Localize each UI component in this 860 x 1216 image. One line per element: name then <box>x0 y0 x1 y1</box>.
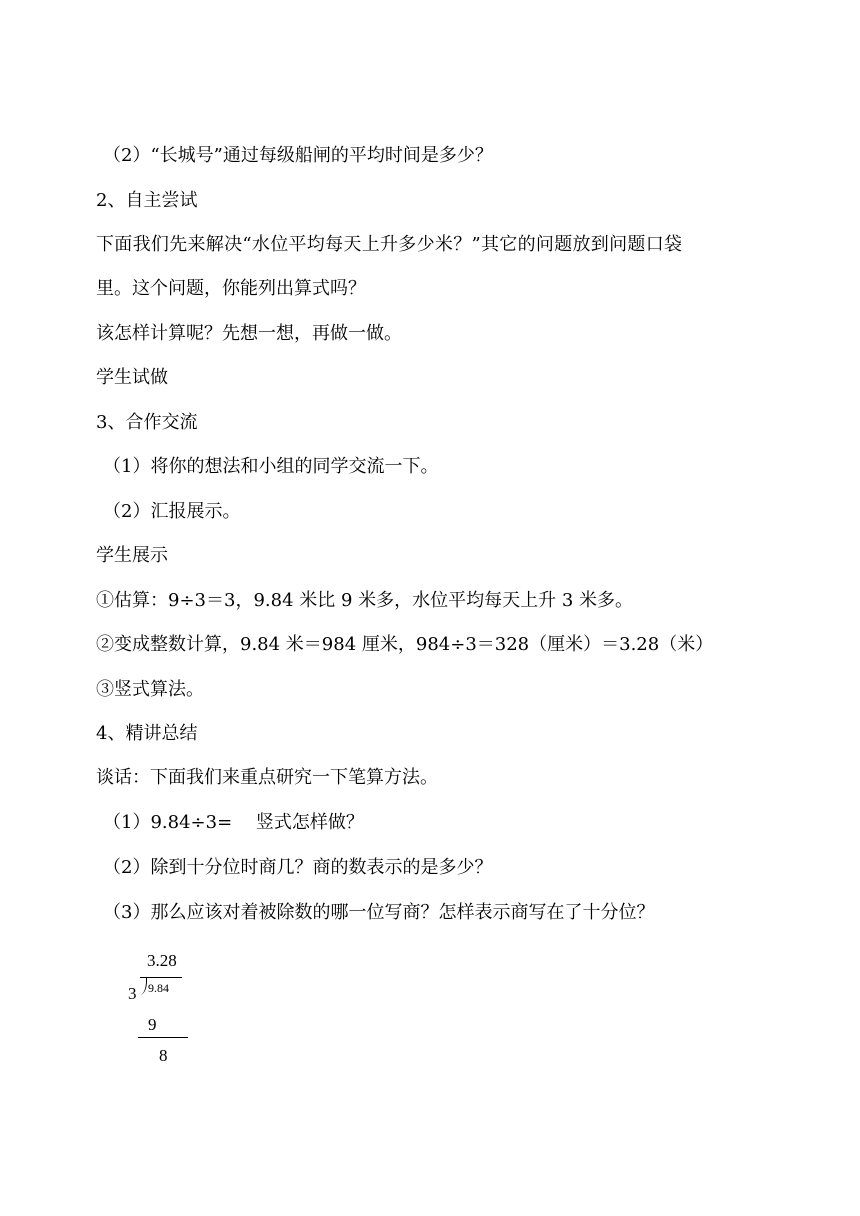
division-remainder: 8 <box>159 1046 168 1065</box>
division-divisor: 3 <box>128 984 137 1003</box>
method-integer: ②变成整数计算，9.84 米＝984 厘米，984÷3＝328（厘米）＝3.28（米） <box>96 634 714 655</box>
list-item: （1）9.84÷3= 竖式怎样做？ <box>103 812 364 833</box>
method-vertical: ③竖式算法。 <box>96 679 204 700</box>
paragraph-line: 该怎样计算呢？先想一想，再做一做。 <box>96 323 402 344</box>
section-heading-summary: 4、精讲总结 <box>96 723 198 744</box>
list-item: （1）将你的想法和小组的同学交流一下。 <box>103 456 439 477</box>
long-division <box>120 948 210 1078</box>
paragraph-line: 学生试做 <box>96 367 168 388</box>
method-estimate: ①估算：9÷3＝3，9.84 米比 9 米多，水位平均每天上升 3 米多。 <box>96 590 634 611</box>
division-dividend: 9.84 <box>148 981 169 995</box>
paragraph-line: 学生展示 <box>96 545 168 566</box>
section-heading-self-try: 2、自主尝试 <box>96 190 198 211</box>
section-heading-cooperation: 3、合作交流 <box>96 412 198 433</box>
question-2-line: （2）“长城号”通过每级船闸的平均时间是多少？ <box>103 145 493 166</box>
paragraph-line: 谈话：下面我们来重点研究一下笔算方法。 <box>96 767 438 788</box>
list-item: （2）除到十分位时商几？商的数表示的是多少？ <box>103 857 493 878</box>
list-item: （3）那么应该对着被除数的哪一位写商？怎样表示商写在了十分位？ <box>103 902 655 923</box>
division-step-product: 9 <box>148 1015 157 1034</box>
list-item: （2）汇报展示。 <box>103 501 241 522</box>
paragraph-line: 下面我们先来解决“水位平均每天上升多少米？”其它的问题放到问题口袋 <box>96 234 683 255</box>
division-subtraction-rule <box>138 1037 188 1038</box>
division-quotient: 3.28 <box>147 951 177 970</box>
paragraph-line: 里。这个问题，你能列出算式吗？ <box>96 278 366 299</box>
